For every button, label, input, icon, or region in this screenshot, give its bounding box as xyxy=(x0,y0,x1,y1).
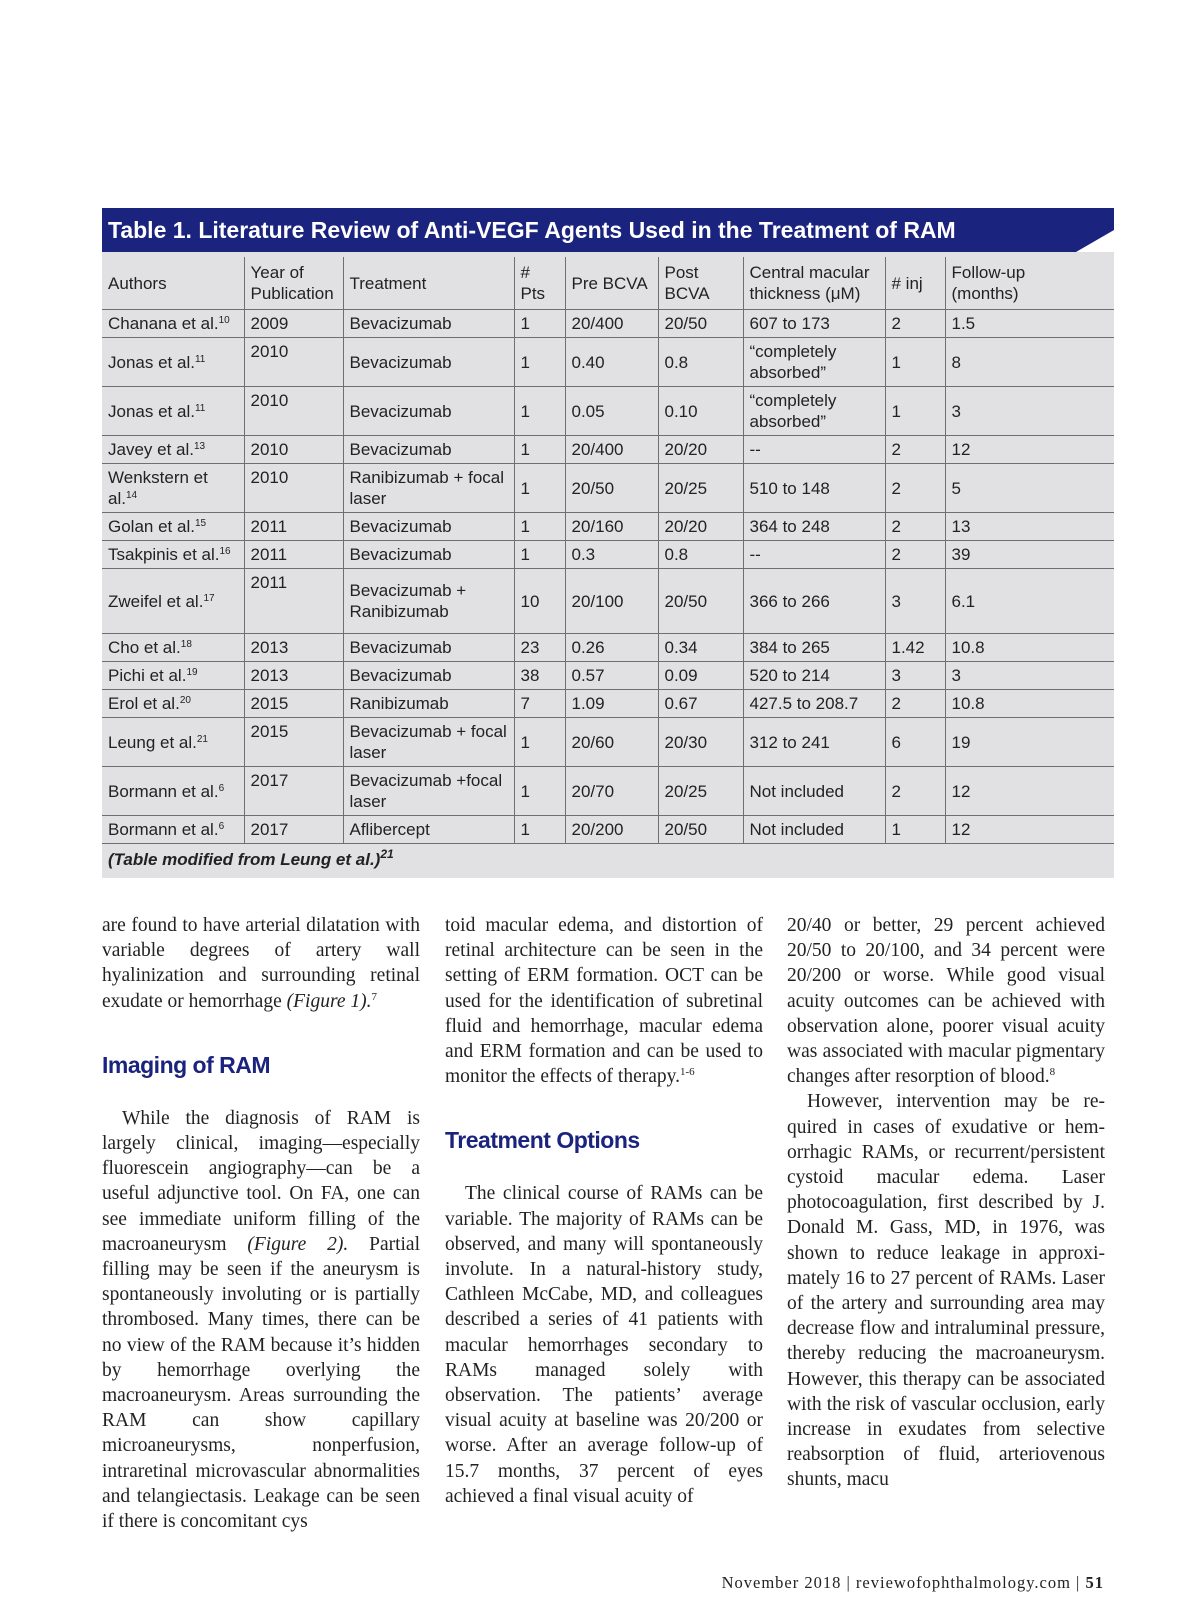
author-name: Jonas et al. xyxy=(108,352,195,372)
cell-year: 2011 xyxy=(244,569,343,634)
cell-pre: 20/60 xyxy=(565,718,658,767)
author-citation: 19 xyxy=(186,667,198,678)
author-citation: 15 xyxy=(194,518,207,529)
cell-author xyxy=(102,662,244,690)
cell-pts: 1 xyxy=(514,816,565,844)
cell-followup: 3 xyxy=(945,387,1114,436)
cell-pts: 1 xyxy=(514,436,565,464)
table-rows xyxy=(102,310,1114,844)
col1-p2-text-b: Partial filling may be seen if the aneurysm is spontaneously involuting or is partially thrombosed. Many times, there can be no view of the RAM because it’s hidden by hemorrhage overlying the macroaneurysm. Areas surrounding the RAM can show capillary microaneurysms, nonperfusion, intraretinal microvascular abnormalities and telangiectasis. Leakage can be seen if there is concomitant cys xyxy=(102,1233,420,1533)
figure-1-ref: (Figure 1). xyxy=(286,990,372,1012)
cmt-line: absorbed” xyxy=(749,363,827,382)
cell-cmt xyxy=(743,816,885,844)
treatment-line: Bevacizumab xyxy=(349,517,452,536)
treatment-line: Bevacizumab xyxy=(349,638,452,657)
cell-author xyxy=(102,310,244,338)
author-citation: 18 xyxy=(180,639,192,650)
cell-pts: 1 xyxy=(514,513,565,541)
cell-pts: 23 xyxy=(514,634,565,662)
cmt-line: Not included xyxy=(749,820,845,839)
table-row xyxy=(102,436,1114,464)
cell-cmt xyxy=(743,436,885,464)
cell-post: 0.34 xyxy=(658,634,743,662)
treatment-line: Ranibizumab xyxy=(349,694,449,713)
author-name: Jonas et al. xyxy=(108,401,195,421)
cmt-line: 364 to 248 xyxy=(749,517,830,536)
cell-author xyxy=(102,464,244,513)
cmt-line: 520 to 214 xyxy=(749,666,830,685)
cell-pts: 7 xyxy=(514,690,565,718)
table-1 xyxy=(102,208,1114,878)
table-body xyxy=(102,252,1114,878)
figure-2-ref: (Figure 2). xyxy=(247,1233,349,1255)
author-name: Zweifel et al. xyxy=(108,591,204,611)
treatment-line: laser xyxy=(349,489,387,508)
cell-author xyxy=(102,541,244,569)
author-name: Bormann et al. xyxy=(108,781,219,801)
page-footer xyxy=(722,1573,1104,1593)
cmt-line: 312 to 241 xyxy=(749,732,830,752)
cell-pts: 38 xyxy=(514,662,565,690)
cell-pre: 1.09 xyxy=(565,690,658,718)
author-citation: 14 xyxy=(125,490,138,501)
cell-year: 2015 xyxy=(244,718,343,767)
header-post-bcva: Post BCVA xyxy=(658,257,743,310)
cell-post: 0.09 xyxy=(658,662,743,690)
cell-treatment xyxy=(343,387,514,436)
author-citation: 20 xyxy=(179,695,191,706)
cell-cmt xyxy=(743,634,885,662)
header-year xyxy=(244,257,343,310)
cell-cmt xyxy=(743,513,885,541)
cmt-line: 607 to 173 xyxy=(749,314,830,333)
cell-author xyxy=(102,634,244,662)
cell-pre: 20/400 xyxy=(565,436,658,464)
header-followup-line1: Follow-up xyxy=(951,263,1026,282)
page-number: 51 xyxy=(1085,1573,1104,1592)
cell-pre: 20/50 xyxy=(565,464,658,513)
cell-inj: 1 xyxy=(885,387,945,436)
treatment-line: Bevacizumab xyxy=(349,666,452,685)
cell-pts: 1 xyxy=(514,464,565,513)
header-cmt xyxy=(743,257,885,310)
cell-cmt xyxy=(743,569,885,634)
cell-treatment xyxy=(343,690,514,718)
table-row xyxy=(102,662,1114,690)
cmt-line: 510 to 148 xyxy=(749,478,830,498)
cell-pts: 10 xyxy=(514,569,565,634)
treatment-line: Bevacizumab xyxy=(349,545,452,564)
cell-cmt xyxy=(743,338,885,387)
cell-treatment xyxy=(343,662,514,690)
cell-pts: 1 xyxy=(514,387,565,436)
cell-followup: 3 xyxy=(945,662,1114,690)
cell-pts: 1 xyxy=(514,718,565,767)
author-name: Leung et al. xyxy=(108,732,197,752)
cell-pre: 20/200 xyxy=(565,816,658,844)
cell-inj: 2 xyxy=(885,513,945,541)
cell-pre: 0.05 xyxy=(565,387,658,436)
col1-p1-text: are found to have arterial dilatation with variable degrees of artery wall hyalinization and surrounding retinal exudate or hemorrhage xyxy=(102,915,420,1012)
article-column-1 xyxy=(102,913,420,1534)
cmt-line: -- xyxy=(749,545,761,564)
table-row xyxy=(102,569,1114,634)
author-name: Bormann et al. xyxy=(108,820,219,839)
cell-treatment xyxy=(343,513,514,541)
cell-followup: 10.8 xyxy=(945,690,1114,718)
cell-author xyxy=(102,718,244,767)
cell-author xyxy=(102,767,244,816)
cell-year: 2013 xyxy=(244,634,343,662)
cell-year: 2011 xyxy=(244,541,343,569)
author-citation: 17 xyxy=(203,592,215,604)
cell-cmt xyxy=(743,464,885,513)
treatment-line: Bevacizumab xyxy=(349,401,452,421)
cell-author xyxy=(102,690,244,718)
cell-followup: 12 xyxy=(945,767,1114,816)
cell-post: 20/50 xyxy=(658,816,743,844)
cmt-line: absorbed” xyxy=(749,412,827,431)
table-note-ref: 21 xyxy=(380,847,394,861)
treatment-line: laser xyxy=(349,743,387,762)
header-treatment: Treatment xyxy=(343,257,514,310)
cell-year: 2011 xyxy=(244,513,343,541)
cell-followup: 6.1 xyxy=(945,569,1114,634)
table-row xyxy=(102,718,1114,767)
cell-year: 2009 xyxy=(244,310,343,338)
col2-p1-text: toid macular edema, and distortion of retinal architecture can be seen in the setting of ERM formation. OCT can be used for the identification of subretinal fluid and hemorrhage, macular edema and ERM formation and can be used to monitor the effects of therapy. xyxy=(445,915,763,1088)
author-citation: 21 xyxy=(196,733,208,745)
header-inj: # inj xyxy=(885,257,945,310)
cell-post: 20/50 xyxy=(658,310,743,338)
cell-treatment xyxy=(343,634,514,662)
cell-treatment xyxy=(343,816,514,844)
cell-pts: 1 xyxy=(514,310,565,338)
author-name: Wenkstern et al. xyxy=(108,468,208,508)
cell-inj: 1 xyxy=(885,338,945,387)
cell-author xyxy=(102,436,244,464)
cell-inj: 2 xyxy=(885,767,945,816)
cell-treatment xyxy=(343,436,514,464)
cell-cmt xyxy=(743,387,885,436)
cell-inj: 3 xyxy=(885,569,945,634)
author-citation: 10 xyxy=(218,315,230,326)
treatment-line: Ranibizumab + focal xyxy=(349,468,505,487)
table-notch xyxy=(1076,252,1114,274)
cell-year: 2010 xyxy=(244,436,343,464)
col3-paragraph-1 xyxy=(787,913,1105,1089)
cell-pre: 20/70 xyxy=(565,767,658,816)
header-pre-bcva: Pre BCVA xyxy=(565,257,658,310)
cell-author xyxy=(102,338,244,387)
cell-inj: 2 xyxy=(885,541,945,569)
table-row xyxy=(102,816,1114,844)
cell-year: 2017 xyxy=(244,816,343,844)
col2-paragraph-1 xyxy=(445,913,763,1089)
cell-treatment xyxy=(343,464,514,513)
author-citation: 16 xyxy=(219,546,231,557)
cmt-line: -- xyxy=(749,440,761,459)
cell-cmt xyxy=(743,662,885,690)
cell-year: 2010 xyxy=(244,338,343,387)
cmt-line: 384 to 265 xyxy=(749,638,830,657)
cell-inj: 1.42 xyxy=(885,634,945,662)
cell-author xyxy=(102,387,244,436)
article-column-2 xyxy=(445,913,763,1509)
cell-treatment xyxy=(343,338,514,387)
cell-cmt xyxy=(743,541,885,569)
cell-followup: 1.5 xyxy=(945,310,1114,338)
table-note xyxy=(102,844,1114,878)
cmt-line: “completely xyxy=(749,342,837,361)
cmt-line: 427.5 to 208.7 xyxy=(749,694,859,713)
footer-text: November 2018 | reviewofophthalmology.com | xyxy=(721,1573,1086,1592)
author-citation: 13 xyxy=(194,441,206,452)
cell-post: 20/25 xyxy=(658,464,743,513)
cell-post: 20/30 xyxy=(658,718,743,767)
cell-inj: 2 xyxy=(885,464,945,513)
table-row xyxy=(102,690,1114,718)
cell-cmt xyxy=(743,690,885,718)
cell-author xyxy=(102,816,244,844)
col3-p1-citation: 8 xyxy=(1049,1066,1056,1079)
author-name: Tsakpinis et al. xyxy=(108,545,220,564)
table-row xyxy=(102,387,1114,436)
table-note-text: (Table modified from Leung et al.) xyxy=(108,850,381,869)
cell-pre: 20/400 xyxy=(565,310,658,338)
cell-treatment xyxy=(343,569,514,634)
table-row xyxy=(102,464,1114,513)
cell-followup: 8 xyxy=(945,338,1114,387)
treatment-line: Bevacizumab + focal xyxy=(349,722,507,741)
header-cmt-line1: Central macular xyxy=(749,263,870,282)
cell-followup: 19 xyxy=(945,718,1114,767)
cell-cmt xyxy=(743,310,885,338)
cell-year: 2017 xyxy=(244,767,343,816)
cell-pts: 1 xyxy=(514,541,565,569)
cmt-line: 366 to 266 xyxy=(749,591,830,611)
cell-year: 2013 xyxy=(244,662,343,690)
treatment-line: laser xyxy=(349,792,387,811)
author-name: Erol et al. xyxy=(108,694,180,713)
cell-year: 2015 xyxy=(244,690,343,718)
cell-inj: 1 xyxy=(885,816,945,844)
cell-inj: 2 xyxy=(885,310,945,338)
treatment-line: Bevacizumab xyxy=(349,314,452,333)
cell-year: 2010 xyxy=(244,464,343,513)
cell-inj: 6 xyxy=(885,718,945,767)
cell-followup: 10.8 xyxy=(945,634,1114,662)
cell-followup: 12 xyxy=(945,436,1114,464)
author-citation: 6 xyxy=(218,782,225,794)
author-name: Pichi et al. xyxy=(108,666,187,685)
section-heading-imaging: Imaging of RAM xyxy=(102,1051,271,1078)
cell-cmt xyxy=(743,767,885,816)
col3-p1-text: 20/40 or better, 29 percent achieved 20/50 to 20/100, and 34 percent were 20/200 or worse. While good visual acuity outcomes can be achieved with observation alone, poorer visual acuity was associated with macular pigmentary changes after resorption of blood. xyxy=(787,915,1105,1088)
author-name: Chanana et al. xyxy=(108,314,219,333)
col1-paragraph-2 xyxy=(102,1106,420,1534)
table-header-row xyxy=(102,257,1114,310)
cell-pts: 1 xyxy=(514,338,565,387)
cell-author xyxy=(102,569,244,634)
cell-post: 0.8 xyxy=(658,338,743,387)
author-name: Cho et al. xyxy=(108,638,181,657)
cell-post: 20/50 xyxy=(658,569,743,634)
cell-treatment xyxy=(343,541,514,569)
cell-inj: 2 xyxy=(885,690,945,718)
header-year-line2: Publication xyxy=(250,284,334,303)
author-name: Javey et al. xyxy=(108,440,194,459)
cell-treatment xyxy=(343,310,514,338)
cell-pre: 20/160 xyxy=(565,513,658,541)
cell-post: 0.67 xyxy=(658,690,743,718)
cmt-line: “completely xyxy=(749,391,837,410)
cell-pre: 0.3 xyxy=(565,541,658,569)
col2-paragraph-2: The clinical course of RAMs can be variable. The majority of RAMs can be observed, and many will spontaneously involute. In a natural-history study, Cathleen McCabe, MD, and colleagues described a series of 41 patients with macular hemorrhages secondary to RAMs managed solely with observation. The patients’ average visual acuity at baseline was 20/200 or worse. After an average follow-up of 15.7 months, 37 percent of eyes achieved a final visual acuity of xyxy=(445,1183,763,1507)
col1-paragraph-1 xyxy=(102,913,420,1014)
cell-pre: 20/100 xyxy=(565,569,658,634)
cmt-line: Not included xyxy=(749,781,845,801)
treatment-line: Bevacizumab xyxy=(349,440,452,459)
col1-p1-citation: 7 xyxy=(371,990,377,1003)
cell-treatment xyxy=(343,767,514,816)
col1-p2-text-a: While the diagnosis of RAM is largely clinical, imaging—especially fluorescein angiography—can be a useful adjunctive tool. On FA, one can see immediate uniform filling of the macroaneurysm xyxy=(102,1107,420,1255)
treatment-line: Bevacizumab +focal xyxy=(349,771,503,790)
header-pts: # Pts xyxy=(514,257,565,310)
treatment-line: Bevacizumab xyxy=(349,352,452,372)
section-heading-treatment: Treatment Options xyxy=(445,1127,640,1154)
cell-cmt xyxy=(743,718,885,767)
cell-post: 20/20 xyxy=(658,436,743,464)
cell-year: 2010 xyxy=(244,387,343,436)
cell-pre: 0.57 xyxy=(565,662,658,690)
author-citation: 11 xyxy=(194,353,206,365)
cell-inj: 2 xyxy=(885,436,945,464)
cell-followup: 5 xyxy=(945,464,1114,513)
cell-post: 20/20 xyxy=(658,513,743,541)
cell-pre: 0.26 xyxy=(565,634,658,662)
title-corner-cut xyxy=(1076,230,1114,252)
table-row xyxy=(102,541,1114,569)
col3-paragraph-2: However, intervention may be required in cases of exudative or hemorrhagic RAMs, or recurrent/persistent cystoid macular edema. Laser photocoagulation, first described by J. Donald M. Gass, MD, in 1976, was shown to reduce leakage in approximately 16 to 27 percent of RAMs. Laser of the artery and surrounding area may decrease flow and intraluminal pressure, thereby reducing the macroaneurysm. However, this therapy can be associated with the risk of vascular occlusion, early increase in exudates from selective reabsorption of fluid, arteriovenous shunts, macu xyxy=(787,1091,1105,1491)
author-name: Golan et al. xyxy=(108,517,195,536)
table-title xyxy=(102,208,1114,252)
header-cmt-line2: thickness (μM) xyxy=(749,284,861,303)
table-row xyxy=(102,634,1114,662)
cell-treatment xyxy=(343,718,514,767)
cell-pre: 0.40 xyxy=(565,338,658,387)
article-column-3 xyxy=(787,913,1105,1493)
author-citation: 6 xyxy=(218,821,225,832)
author-citation: 11 xyxy=(194,402,206,414)
cell-post: 0.10 xyxy=(658,387,743,436)
table-row xyxy=(102,338,1114,387)
treatment-line: Bevacizumab + xyxy=(349,581,467,600)
header-authors: Authors xyxy=(102,257,244,310)
cell-post: 0.8 xyxy=(658,541,743,569)
cell-author xyxy=(102,513,244,541)
cell-followup: 13 xyxy=(945,513,1114,541)
cell-post: 20/25 xyxy=(658,767,743,816)
table-title-text: Table 1. Literature Review of Anti-VEGF Agents Used in the Treatment of RAM xyxy=(108,217,956,243)
cell-followup: 39 xyxy=(945,541,1114,569)
table-row xyxy=(102,513,1114,541)
cell-pts: 1 xyxy=(514,767,565,816)
treatment-line: Ranibizumab xyxy=(349,602,449,621)
col2-p1-citation: 1-6 xyxy=(680,1066,695,1079)
cell-inj: 3 xyxy=(885,662,945,690)
treatment-line: Aflibercept xyxy=(349,820,430,839)
table-row xyxy=(102,310,1114,338)
header-followup-line2: (months) xyxy=(951,284,1019,303)
table-row xyxy=(102,767,1114,816)
header-year-line1: Year of xyxy=(250,263,304,282)
literature-table xyxy=(102,257,1114,844)
cell-followup: 12 xyxy=(945,816,1114,844)
